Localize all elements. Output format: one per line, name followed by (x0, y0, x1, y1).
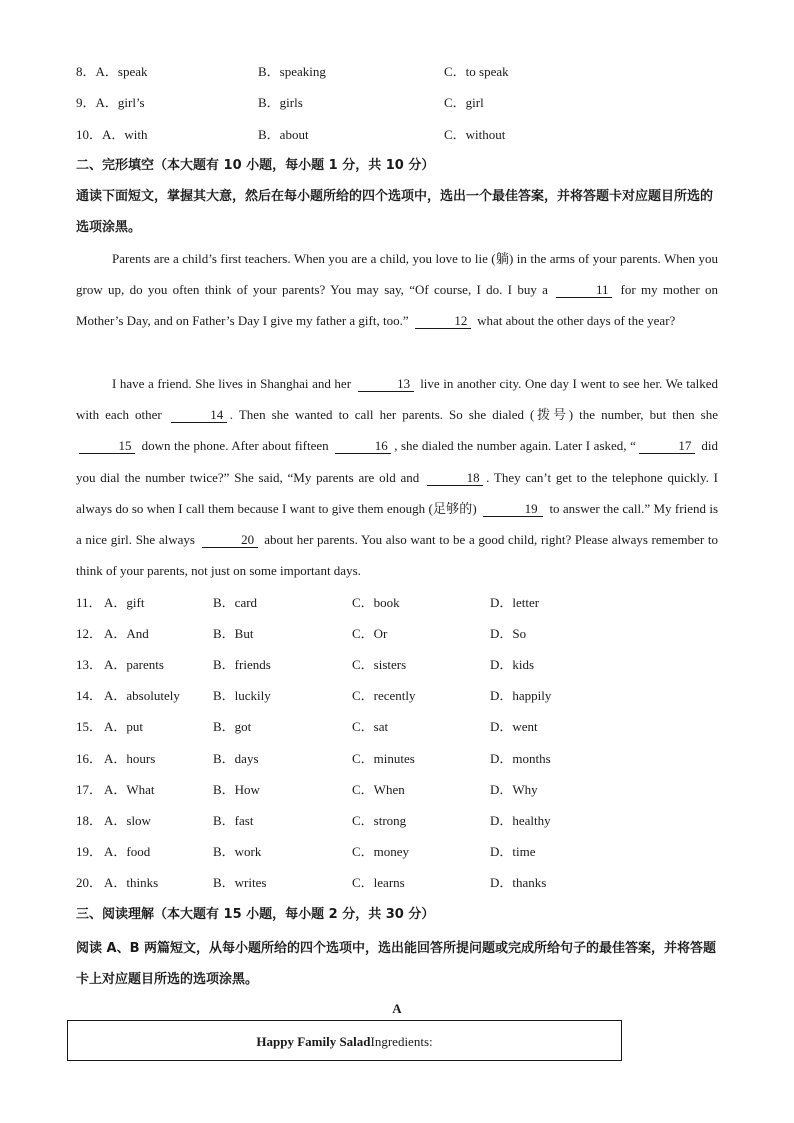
question-number: 14． (76, 688, 103, 703)
option-b[interactable]: B．card (213, 595, 258, 610)
option-b[interactable]: B．How (213, 782, 260, 797)
option-d[interactable]: D．time (490, 844, 536, 859)
recipe-ingredients-label: Ingredients: (370, 1034, 433, 1049)
question-number: 20． (76, 875, 103, 890)
passage-text: I have a friend. She lives in Shanghai and her (112, 376, 352, 391)
option-a[interactable]: A．put (104, 719, 144, 734)
option-c[interactable]: C．strong (352, 813, 407, 828)
option-a[interactable]: A．hours (104, 751, 156, 766)
option-b[interactable]: B．work (213, 844, 262, 859)
passage-text: , she dialed the number again. Later I asked, “ (394, 438, 636, 454)
option-b[interactable]: B．friends (213, 657, 271, 672)
option-b[interactable]: B．days (213, 751, 259, 766)
option-c[interactable]: C．sisters (352, 657, 407, 672)
section-3-instruction: 阅读 A、B 两篇短文，从每小题所给的四个选项中，选出能回答所提问题或完成所给句子的最佳答案，并将答题卡上对应题目所选的选项涂黑。 (76, 941, 717, 987)
option-c[interactable]: C．When (352, 782, 405, 797)
option-d[interactable]: D．So (490, 626, 527, 641)
option-b[interactable]: B．about (258, 127, 309, 142)
option-a[interactable]: 8．A．speak (76, 64, 148, 79)
option-a[interactable]: A．thinks (104, 875, 159, 890)
question-number: 17． (76, 782, 103, 797)
passage-text: . They can’t get to the telephone quickly. I always do so when I call them because I want to give them enough (足够的) (76, 469, 719, 516)
section-2-instruction: 通读下面短文，掌握其大意，然后在每小题所给的四个选项中，选出一个最佳答案，并将答题卡对应题目所选的选项涂黑。 (76, 189, 714, 235)
passage-text: to answer the call.” My friend is a nice girl. She always (76, 500, 719, 548)
passage-text: live in another city. One day I went to see her. We talked with each other (76, 376, 718, 423)
option-d[interactable]: D．thanks (490, 875, 547, 890)
passage-paragraph-2 (76, 368, 718, 586)
option-a[interactable]: A．absolutely (104, 688, 180, 703)
question-number: 16． (76, 751, 103, 766)
option-d[interactable]: D．kids (490, 657, 535, 672)
option-c[interactable]: C．without (444, 127, 506, 142)
blank-17[interactable]: 17 (639, 439, 695, 454)
option-c[interactable]: C．learns (352, 875, 405, 890)
option-d[interactable]: D．letter (490, 595, 540, 610)
blank-14[interactable]: 14 (171, 408, 227, 423)
option-b[interactable]: B．girls (258, 95, 303, 110)
option-b[interactable]: B．speaking (258, 64, 326, 79)
question-number: 11． (76, 595, 102, 610)
recipe-box (67, 1020, 622, 1061)
question-number: 18． (76, 813, 103, 828)
passage-text: did you dial the number twice?” She said, “My parents are old and (76, 438, 719, 485)
option-a[interactable]: A．slow (104, 813, 151, 828)
passage-text: . Then she wanted to call her parents. So she dialed (拨号) the number, but then she (229, 407, 718, 423)
option-c[interactable]: C．Or (352, 626, 388, 641)
option-d[interactable]: D．went (490, 719, 538, 734)
option-a[interactable]: A．gift (104, 595, 145, 610)
blank-11[interactable]: 11 (556, 283, 612, 298)
section-2-heading: 二、完形填空（本大题有 10 小题，每小题 1 分，共 10 分） (76, 158, 435, 173)
option-c[interactable]: C．money (352, 844, 410, 859)
recipe-title: Happy Family Salad (256, 1034, 371, 1049)
option-b[interactable]: B．got (213, 719, 252, 734)
question-number: 15． (76, 719, 103, 734)
passage-text: for my mother on Mother’s Day, and on Father’s Day I give my father a gift, too.” (76, 282, 719, 329)
option-c[interactable]: C．book (352, 595, 400, 610)
option-b[interactable]: B．writes (213, 875, 267, 890)
passage-text: about her parents. You also want to be a good child, right? Please always remember to think of your parents, not just on some important days. (76, 532, 719, 579)
option-c[interactable]: C．to speak (444, 64, 509, 79)
blank-13[interactable]: 13 (358, 377, 414, 392)
option-d[interactable]: D．Why (490, 782, 538, 797)
option-a[interactable]: A．And (104, 626, 149, 641)
option-b[interactable]: B．luckily (213, 688, 271, 703)
question-number: 12． (76, 626, 103, 641)
option-a[interactable]: 9．A．girl’s (76, 95, 145, 110)
passage-paragraph-1 (76, 243, 718, 337)
option-d[interactable]: D．happily (490, 688, 552, 703)
option-a[interactable]: A．parents (104, 657, 164, 672)
passage-text: down the phone. After about fifteen (141, 438, 329, 454)
blank-12[interactable]: 12 (415, 314, 471, 329)
passage-text: what about the other days of the year? (477, 313, 676, 329)
option-a[interactable]: A．What (104, 782, 155, 797)
blank-16[interactable]: 16 (335, 439, 391, 454)
passage-a-label: A (392, 1001, 402, 1016)
blank-19[interactable]: 19 (483, 502, 543, 517)
option-a[interactable]: 10．A．with (76, 127, 148, 142)
option-a[interactable]: A．food (104, 844, 151, 859)
section-3-heading: 三、阅读理解（本大题有 15 小题，每小题 2 分，共 30 分） (76, 907, 435, 922)
option-d[interactable]: D．healthy (490, 813, 551, 828)
option-c[interactable]: C．girl (444, 95, 484, 110)
blank-20[interactable]: 20 (202, 533, 258, 548)
blank-18[interactable]: 18 (427, 471, 483, 486)
question-number: 19． (76, 844, 103, 859)
question-number: 13． (76, 657, 103, 672)
option-c[interactable]: C．minutes (352, 751, 415, 766)
option-b[interactable]: B．But (213, 626, 254, 641)
option-c[interactable]: C．recently (352, 688, 416, 703)
option-b[interactable]: B．fast (213, 813, 254, 828)
blank-15[interactable]: 15 (79, 439, 135, 454)
option-d[interactable]: D．months (490, 751, 551, 766)
passage-text: Parents are a child’s first teachers. When you are a child, you love to lie (躺) in the arms of your parents. When you grow up, do you often think of your parents? You may say, “Of course, I do. I buy a (76, 251, 718, 298)
option-c[interactable]: C．sat (352, 719, 389, 734)
